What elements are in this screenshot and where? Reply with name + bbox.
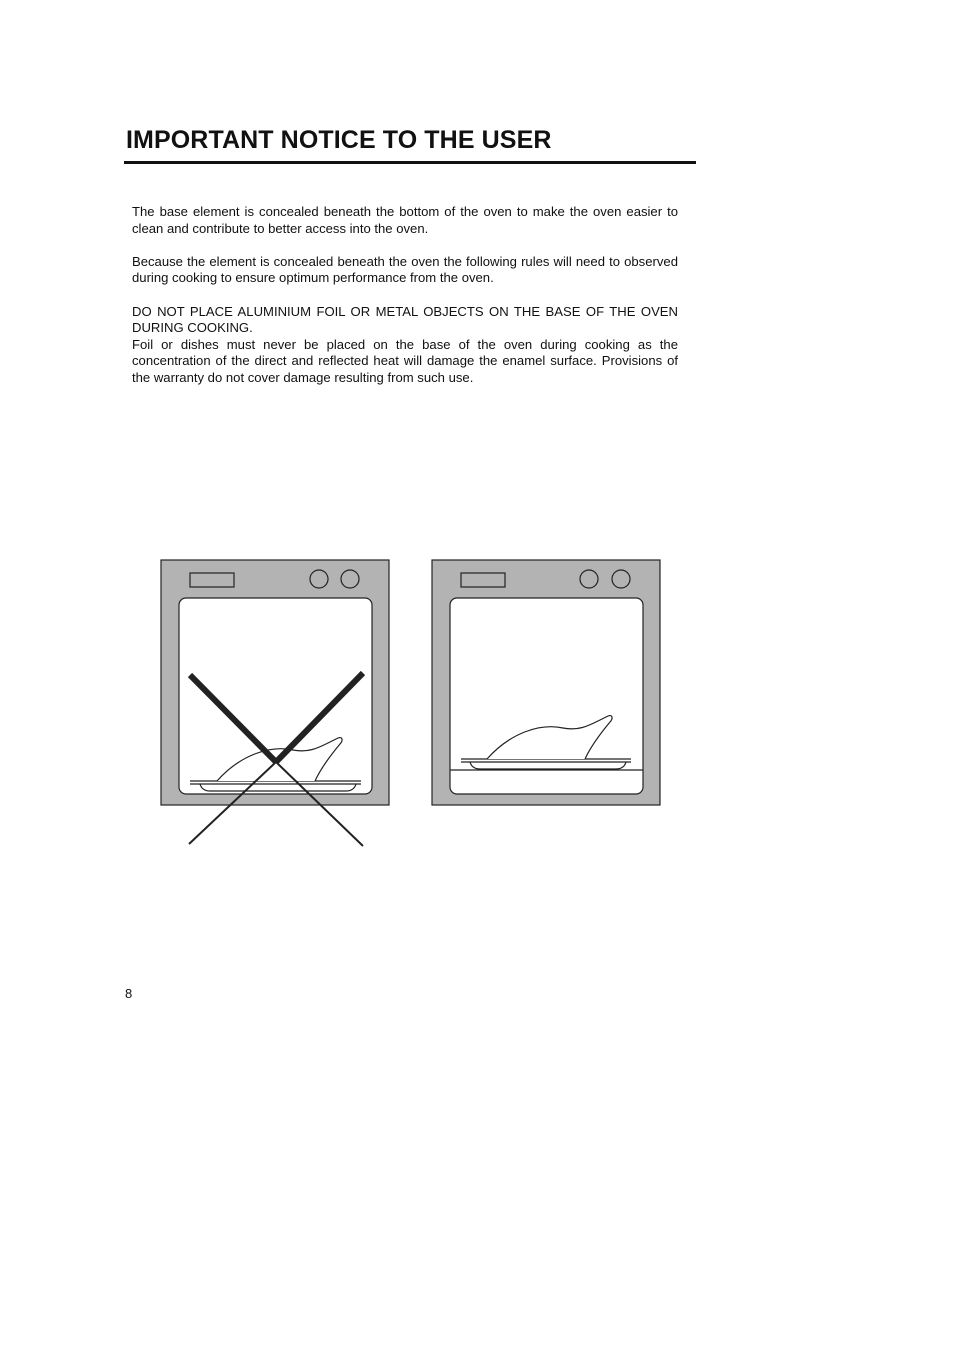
oven-illustrations (150, 550, 680, 860)
oven-dish-on-base-incorrect-icon (161, 560, 389, 846)
paragraph-base-element: The base element is concealed beneath the bottom of the oven to make the oven easier to clean and contribute to better access into the oven. (132, 204, 678, 236)
notice-text (132, 204, 678, 403)
title-underline (124, 161, 696, 164)
paragraph-warning-caps: DO NOT PLACE ALUMINIUM FOIL OR METAL OBJECTS ON THE BASE OF THE OVEN DURING COOKING. (132, 303, 678, 336)
page-number: 8 (125, 986, 133, 1001)
page-title: IMPORTANT NOTICE TO THE USER (126, 126, 552, 154)
paragraph-warranty: Foil or dishes must never be placed on the base of the oven during cooking as the concentration of the direct and reflected heat will damage the enamel surface. Provisions of the warranty do not cover damage resulting from such use. (132, 336, 678, 385)
paragraph-rules: Because the element is concealed beneath the oven the following rules will need to observed during cooking to ensure optimum performance from the oven. (132, 253, 678, 286)
oven-dish-on-shelf-correct-icon (432, 560, 660, 805)
